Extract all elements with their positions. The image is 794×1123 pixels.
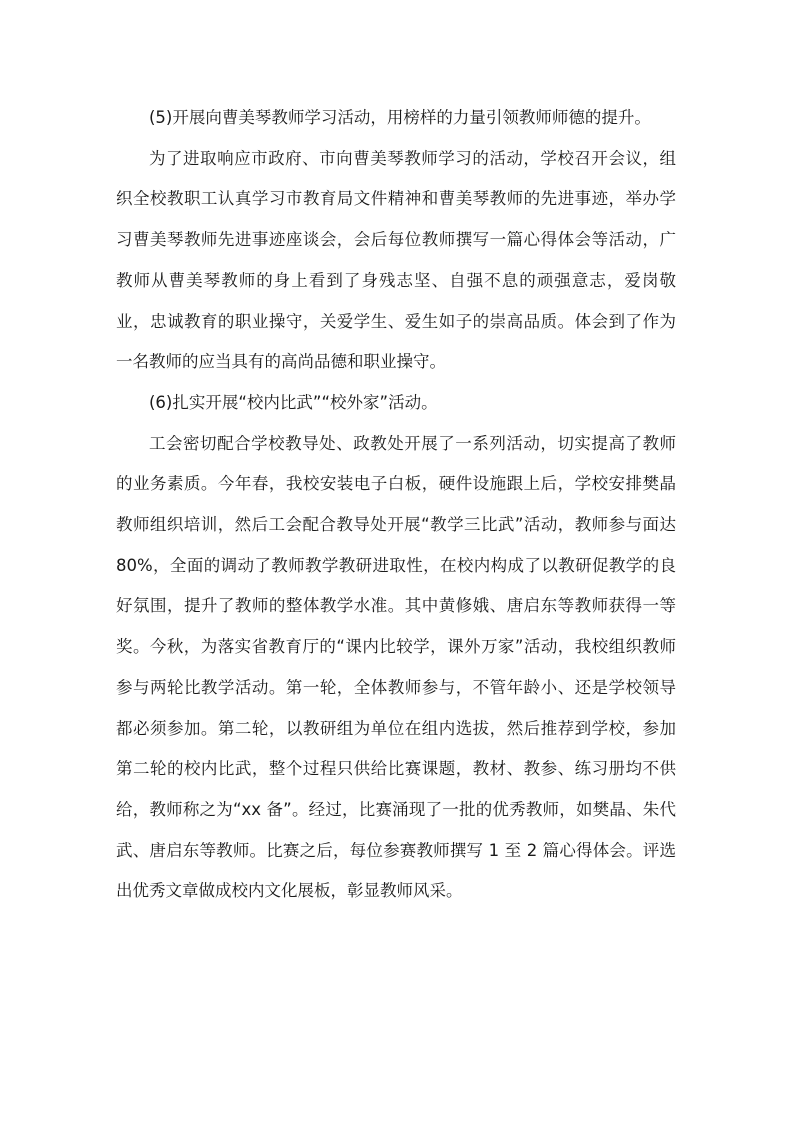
paragraph-heading-5: (5)开展向曹美琴教师学习活动，用榜样的力量引领教师师德的提升。 xyxy=(149,108,651,127)
document-body xyxy=(116,98,676,912)
paragraph-cao-meiqin-activity: 为了进取响应市政府、市向曹美琴教师学习的活动，学校召开会议，组织全校教职工认真学习市教育局文件精神和曹美琴教师的先进事迹，举办学习曹美琴教师先进事迹座谈会，会后每位教师撰写一篇心得体会等活动，广教师从曹美琴教师的身上看到了身残志坚、自强不息的顽强意志，爱岗敬业，忠诚教育的职业操守，关爱学生、爱生如子的崇高品质。体会到了作为一名教师的应当具有的高尚品德和职业操守。 xyxy=(116,148,676,372)
paragraph-heading-6: (6)扎实开展“校内比武”“校外家”活动。 xyxy=(149,392,438,412)
paragraph-union-activities: 工会密切配合学校教导处、政教处开展了一系列活动，切实提高了教师的业务素质。今年春，我校安装电子白板，硬件设施跟上后，学校安排樊晶教师组织培训，然后工会配合教导处开展“教学三比武”活动，教师参与面达 80%，全面的调动了教师教学教研进取性，在校内构成了以教研促教学的良好氛围，提升了教师的整体教学水准。其中黄修娥、唐启东等教师获得一等奖。今秋，为落实省教育厅的“课内比较学，课外万家”活动，我校组织教师参与两轮比教学活动。第一轮，全体教师参与，不管年龄小、还是学校领导都必须参加。第二轮，以教研组为单位在组内选拔，然后推荐到学校，参加第二轮的校内比武，整个过程只供给比赛课题，教材、教参、练习册均不供给，教师称之为“xx 备”。经过，比赛涌现了一批的优秀教师，如樊晶、朱代武、唐启东等教师。比赛之后，每位参赛教师撰写 1 至 2 篇心得体会。评选出优秀文章做成校内文化展板，彰显教师风采。 xyxy=(116,433,676,901)
